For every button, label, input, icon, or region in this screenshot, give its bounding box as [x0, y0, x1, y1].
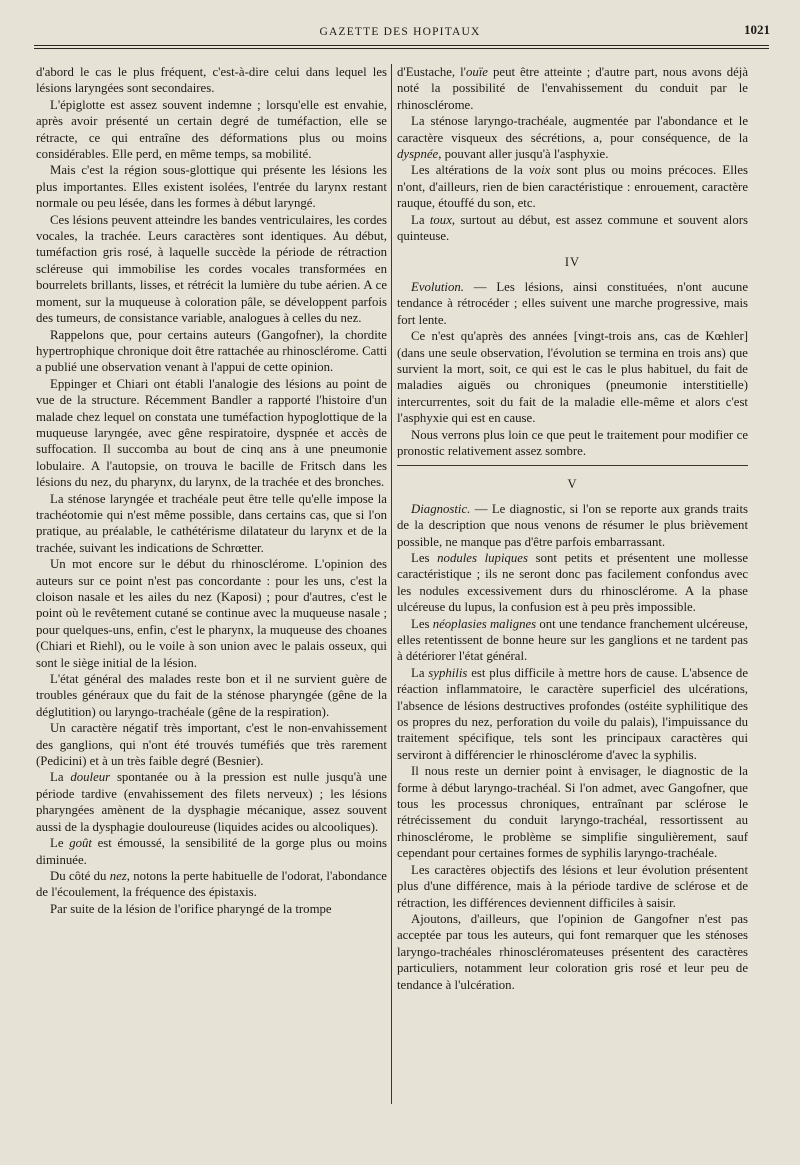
- section-rule: [397, 465, 748, 466]
- text-run: est plus difficile à mettre hors de cause. L'absence de réaction inflammatoire, le caractère superficiel des ulcérations, l'absence de lésions destructives profondes (ostéite syphilitique des os propres du nez, perforation du voile du palais), l'impuissance du traitement spécifique, tels sont les principaux caractères qui serviront à différencier le rhinosclérome d'avec la syphilis.: [397, 665, 748, 762]
- italic-term: douleur: [70, 770, 111, 785]
- section-heading-v: V: [567, 477, 578, 492]
- text-run: , notons la perte habituelle de l'odorat, l'abondance de l'écoulement, la fréquence des épistaxis.: [36, 868, 387, 900]
- paragraph: Par suite de la lésion de l'orifice pharyngé de la trompe: [50, 901, 332, 916]
- text-run: — Le diagnostic, si l'on se reporte aux grands traits de la description que nous venons de résumer le plus brièvement possible, ne manque pas d'être parfois embarrassant.: [397, 501, 748, 549]
- text-run: La sténose laryngo-trachéale, augmentée par l'abondance et le caractère visqueux des sécrétions, a, pour conséquence, de la: [397, 114, 748, 145]
- right-column: [397, 64, 748, 1124]
- paragraph: Rappelons que, pour certains auteurs (Gangofner), la chordite hypertrophique chronique doit être rattachée au rhinosclérome. Catti a publié une observation venant à l'appui de cette opinion.: [36, 327, 387, 375]
- paragraph: Un mot encore sur le début du rhinosclérome. L'opinion des auteurs sur ce point n'est pas concordante : pour les uns, c'est la cloison nasale et les ailes du nez (Kaposi) ; pour d'autres, c'est le point où le revêtement cutané se continue avec la muqueuse nasale ; pour quelques-uns, enfin, c'est le pharynx, la muqueuse des choanes (Chiari et Riehl), ou le voile à son union avec le palais osseux, qui sont le siège initial de la lésion.: [36, 557, 387, 670]
- section-title-evolution: Evolution.: [411, 279, 464, 294]
- text-run: La: [50, 770, 71, 785]
- text-run: , surtout au début, est assez commune et souvent alors quinteuse.: [397, 212, 748, 244]
- text-run: spontanée ou à la pression est nulle jusqu'à une période tardive (envahissement des filets nerveux) ; les lésions pharyngées amènent de la dysphagie mécanique, assez souvent aussi de la dysphagie douloureuse (liquides acides ou alcooliques).: [36, 770, 387, 834]
- paragraph: d'abord le cas le plus fréquent, c'est-à-dire celui dans lequel les lésions laryngées sont secondaires.: [36, 65, 387, 96]
- page-number: 1021: [744, 22, 770, 37]
- paragraph: La sténose laryngée et trachéale peut être telle qu'elle impose la trachéotomie qui n'est même possible, dans certains cas, que si l'on pratique, au préalable, le cathétérisme dilatateur du larynx et de la trachée, suivant les indications de Schrœtter.: [36, 491, 387, 555]
- paragraph: Nous verrons plus loin ce que peut le traitement pour modifier ce pronostic relativement assez sombre.: [397, 427, 748, 458]
- paragraph: Il nous reste un dernier point à envisager, le diagnostic de la forme à début laryngo-trachéal. Si l'on admet, avec Gangofner, que tous les processus chroniques, entraînant par sclérose le rétrécissement du conduit laryngo-trachéal, ressortissent au rhinosclérome, le problème se simplifie singulièrement, sauf cependant pour certaines formes de syphilis laryngo-trachéale.: [397, 764, 748, 861]
- italic-term: néoplasies malignes: [432, 616, 537, 631]
- italic-term: ouïe: [465, 65, 488, 79]
- italic-term: syphilis: [428, 665, 468, 680]
- italic-term: nez: [109, 868, 127, 883]
- text-run: — Les lésions, ainsi constituées, n'ont aucune tendance à rétrocéder ; elles suivent une marche progressive, mais fort lente.: [397, 279, 748, 327]
- paragraph: [397, 113, 748, 162]
- section-heading-iv: IV: [564, 255, 581, 270]
- text-run: ont une tendance franchement ulcéreuse, elles retentissent de bonne heure sur les ganglions et ne tardent pas à détériorer l'état général.: [397, 616, 748, 664]
- text-run: sont plus ou moins précoces. Elles n'ont, d'ailleurs, rien de bien caractéristique : enrouement, caractère rauque, étouffé du son, etc.: [397, 163, 748, 211]
- journal-title: GAZETTE DES HOPITAUX: [319, 26, 481, 38]
- header-rule: [34, 45, 769, 46]
- paragraph: [36, 835, 387, 868]
- paragraph: [397, 616, 748, 665]
- paragraph: Eppinger et Chiari ont établi l'analogie des lésions au point de vue de la structure. Récemment Bandler a rapporté l'histoire d'un malade chez lequel on constata une tuméfaction hypoglottique de la muqueuse laryngée, avec gêne respiratoire, dyspnée et accès de suffocation. Il succomba au bout de cinq ans à une pneumonie lobulaire. A l'autopsie, on trouva le bacille de Fritsch dans les lésions du nez, du pharynx, du larynx, de la trachée et des bronches.: [36, 376, 387, 490]
- text-run: La: [411, 665, 429, 680]
- paragraph: [397, 162, 748, 211]
- text-run: Les: [411, 616, 433, 631]
- paragraph: Mais c'est la région sous-glottique qui présente les lésions les plus importantes. Elles existent isolées, l'entrée du larynx restant normale ou peu lésée, dans les formes à début laryngé.: [36, 163, 387, 211]
- italic-term: voix: [529, 163, 551, 178]
- paragraph: [36, 868, 387, 901]
- italic-term: dyspnée: [397, 147, 439, 162]
- text-run: Les altérations de la: [411, 163, 529, 178]
- text-columns: [36, 64, 766, 1124]
- italic-term: nodules lupiques: [437, 550, 528, 565]
- paragraph: L'épiglotte est assez souvent indemne ; lorsqu'elle est envahie, après avoir présenté un certain degré de tuméfaction, elle se rétracte, ce qui entraîne des déformations plus ou moins considérables. Elle perd, en même temps, sa mobilité.: [36, 97, 387, 162]
- text-run: La: [411, 212, 430, 227]
- header-rule-double: [34, 48, 769, 49]
- paragraph: [397, 501, 748, 550]
- paragraph: Ajoutons, d'ailleurs, que l'opinion de Gangofner n'est pas acceptée par tous les auteurs, qui font remarquer que les sténoses laryngo-trachéales rhinoscléromateuses présentent des caractères particuliers, notamment leur coloration gris rosé et leur peu de tendance à l'ulcération.: [397, 911, 748, 992]
- paragraph: Les caractères objectifs des lésions et leur évolution présentent plus d'une différence, mais à la période tardive de sclérose et de rétraction, les différences deviennent difficiles à saisir.: [397, 862, 748, 910]
- paragraph: [397, 665, 748, 763]
- text-run: , pouvant aller jusqu'à l'asphyxie.: [438, 147, 609, 162]
- text-run: peut être atteinte ; d'autre part, nous avons déjà noté la possibilité de l'envahissement du conduit par le rhinosclérome.: [397, 65, 748, 112]
- italic-term: toux: [429, 212, 452, 227]
- running-header: [30, 22, 770, 44]
- text-run: Le: [50, 836, 70, 851]
- paragraph: Un caractère négatif très important, c'est le non-envahissement des ganglions, qui n'ont été trouvés tuméfiés que très rarement (Pedicini) et à un très faible degré (Besnier).: [36, 721, 387, 769]
- column-divider: [391, 64, 392, 1104]
- text-run: Du côté du: [50, 868, 110, 883]
- section-title-diagnostic: Diagnostic.: [411, 501, 471, 516]
- paragraph: [397, 279, 748, 328]
- paragraph: [36, 769, 387, 835]
- italic-term: goût: [69, 836, 92, 851]
- paragraph: L'état général des malades reste bon et il ne survient guère de troubles généraux que du fait de la sténose pharyngée (gêne de la déglutition) ou laryngo-trachéale (gêne de la respiration).: [36, 672, 387, 719]
- text-run: sont petits et présentent une mollesse caractéristique ; ils ne seront donc pas facilement confondus avec les nodules excessivement durs du rhinosclérome. A la phase ulcéreuse du lupus, la confusion est à peu près impossible.: [397, 550, 748, 615]
- paragraph: Ce n'est qu'après des années [vingt-trois ans, cas de Kœhler] (dans une seule observation, l'évolution se termina en trois ans) que survient la mort, soit, ce qui est le cas le plus habituel, du fait de maladies aiguës ou chroniques (pneumonie interstitielle) intercurrentes, soit du fait de la maladie elle-même et alors c'est l'asphyxie qui est en cause.: [397, 329, 748, 426]
- paragraph: [397, 64, 748, 113]
- paragraph: [397, 550, 748, 616]
- text-run: Les: [411, 550, 438, 565]
- left-column: [36, 64, 387, 1124]
- text-run: est émoussé, la sensibilité de la gorge plus ou moins diminuée.: [36, 836, 387, 867]
- paragraph: Ces lésions peuvent atteindre les bandes ventriculaires, les cordes vocales, la trachée. Leurs caractères sont identiques. Au début, tuméfaction gris rosé, à laquelle succède la période de rétraction scléreuse qui immobilise les cordes vocales transformées en bourrelets brillants, lisses, et rétrécit la lumière du tube aérien. A ce moment, sur la muqueuse à coloration pâle, se développent parfois des tumeurs, de consistance variable, analogues à celles du nez.: [36, 212, 387, 326]
- text-run: d'Eustache, l': [397, 65, 466, 79]
- paragraph: [397, 212, 748, 245]
